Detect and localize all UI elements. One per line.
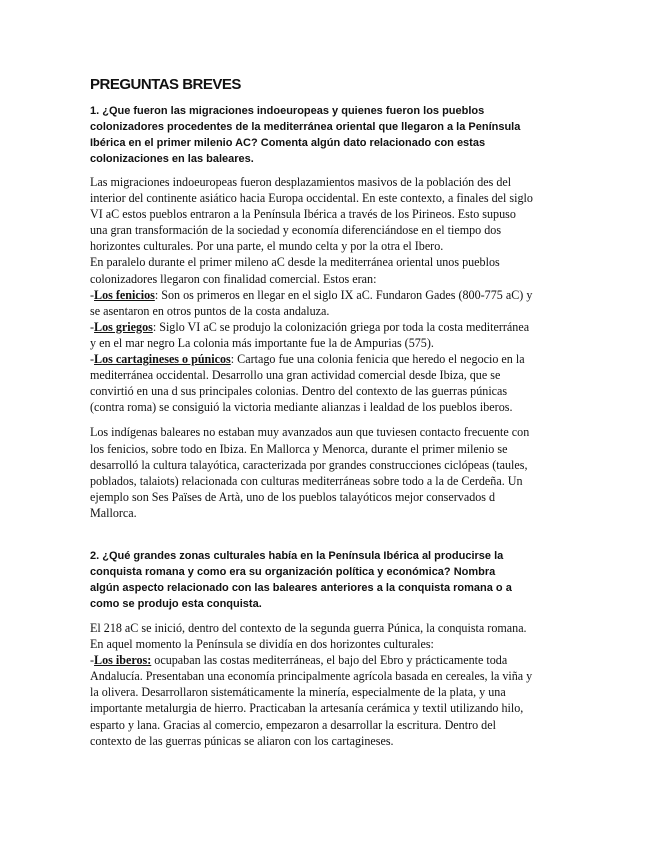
term-griegos: Los griegos (94, 319, 153, 334)
item-text: ocupaban las costas mediterráneas, el bajo del Ebro y prácticamente toda (151, 653, 508, 668)
list-item-griegos: -Los griegos: Siglo VI aC se produjo la colonización griega por toda la costa mediterránea (90, 319, 530, 334)
text-line: Los indígenas baleares no estaban muy avanzados aun que tuviesen contacto frecuente con (90, 425, 530, 440)
page-title: PREGUNTAS BREVES (90, 76, 241, 93)
text-line: El 218 aC se inició, dentro del contexto de la segunda guerra Púnica, la conquista romana. (90, 621, 527, 635)
text-line: Andalucía. Presentaban una economía principalmente agrícola basada en cereales, la viña y (90, 669, 533, 684)
text-line: horizontes culturales. Por una parte, el mundo celta y por la otra el Ibero. (90, 239, 444, 254)
text-line: importante metalurgia de hierro. Practicaban la artesanía cerámica y textil utilizando hilo, (90, 701, 524, 716)
text-line: una gran transformación de la sociedad y economía diferenciándose en el tiempo dos (90, 223, 502, 238)
text-line: se asentaron en otros puntos de la costa andaluza. (90, 303, 330, 318)
text-line: la olivera. Desarrollaron sistemáticamente la minería, especialmente de la plata, y una (90, 685, 506, 700)
text-line: interior del continente asiático hacia Europa occidental. En este contexto, a finales del siglo (90, 191, 533, 206)
term-cartagineses: Los cartagineses o púnicos (94, 352, 231, 367)
question-2-heading (90, 548, 568, 612)
list-item-fenicios: -Los fenicios: Son os primeros en llegar en el siglo IX aC. Fundaron Gades (800-775 aC) y (90, 287, 533, 302)
answer-1-paragraph-1 (90, 174, 570, 415)
answer-2 (90, 620, 570, 758)
text-line: En paralelo durante el primer mileno aC desde la mediterránea oriental unos pueblos (90, 255, 500, 270)
heading-line: algún aspecto relacionado con las baleares anteriores a la conquista romana o a (90, 582, 512, 594)
text-line: Las migraciones indoeuropeas fueron desplazamientos masivos de la población des del (90, 175, 512, 189)
heading-line: colonizaciones en las baleares. (90, 153, 254, 165)
text-line: y en el mar negro La colonia más importante fue la de Ampurias (575). (90, 335, 434, 350)
item-text: : Cartago fue una colonia fenicia que heredo el negocio en la (230, 352, 525, 367)
text-line: En aquel momento la Península se dividía en dos horizontes culturales: (90, 637, 434, 652)
answer-1 (90, 174, 570, 530)
text-line: ejemplo son Ses Païses de Artà, uno de los pueblos talayóticos mejor conservados d (90, 489, 496, 504)
heading-line: conquista romana y como era su organización política y económica? Nombra (90, 566, 496, 578)
text-line: VI aC estos pueblos entraron a la Península Ibérica a través de los Pirineos. Esto supuso (90, 207, 516, 222)
text-line: esparto y lana. Gracias al comercio, empezaron a desarrollar la escritura. Dentro del (90, 717, 496, 732)
list-item-cartagineses: -Los cartagineses o púnicos: Cartago fue una colonia fenicia que heredo el negocio en la (90, 352, 525, 367)
item-text: : Son os primeros en llegar en el siglo IX aC. Fundaron Gades (800-775 aC) y (154, 287, 533, 302)
text-line: colonizadores llegaron con finalidad comercial. Estos eran: (90, 271, 377, 286)
list-item-iberos: -Los iberos: ocupaban las costas mediterráneas, el bajo del Ebro y prácticamente toda (90, 653, 508, 668)
question-1-heading (90, 103, 568, 167)
text-line: convirtió en una d sus principales colonias. Dentro del contexto de las guerras púnicas (90, 384, 508, 399)
text-line: desarrolló la cultura talayótica, caracterizada por grandes construcciones ciclópeas (taules, (90, 457, 528, 472)
answer-2-paragraph-1 (90, 620, 570, 749)
term-iberos: Los iberos: (94, 653, 152, 668)
answer-1-paragraph-2 (90, 424, 570, 521)
text-line: poblados, talaiots) relacionada con culturas mediterráneas sobre todo a la de Cerdeña. Un (90, 473, 523, 488)
text-line: los fenicios, sobre todo en Ibiza. En Mallorca y Menorca, durante el primer milenio se (90, 441, 508, 456)
heading-line: como se produjo esta conquista. (90, 598, 262, 610)
heading-line: Ibérica en el primer milenio AC? Comenta algún dato relacionado con estas (90, 137, 486, 149)
text-line: mediterránea occidental. Desarrollo una gran actividad comercial desde Ibiza, que se (90, 368, 501, 383)
heading-line: 1. ¿Que fueron las migraciones indoeuropeas y quienes fueron los pueblos (90, 105, 485, 117)
heading-line: colonizadores procedentes de la mediterránea oriental que llegaron a la Península (90, 121, 521, 133)
heading-line: 2. ¿Qué grandes zonas culturales había en la Península Ibérica al producirse la (90, 550, 504, 562)
text-line: contexto de las guerras púnicas se aliaron con los cartagineses. (90, 733, 394, 748)
item-text: : Siglo VI aC se produjo la colonización griega por toda la costa mediterránea (152, 319, 530, 334)
text-line: Mallorca. (90, 505, 137, 520)
term-fenicios: Los fenicios (94, 287, 155, 302)
text-line: (contra roma) se consiguió la victoria mediante alianzas i lealdad de los pueblos iberos. (90, 400, 513, 415)
